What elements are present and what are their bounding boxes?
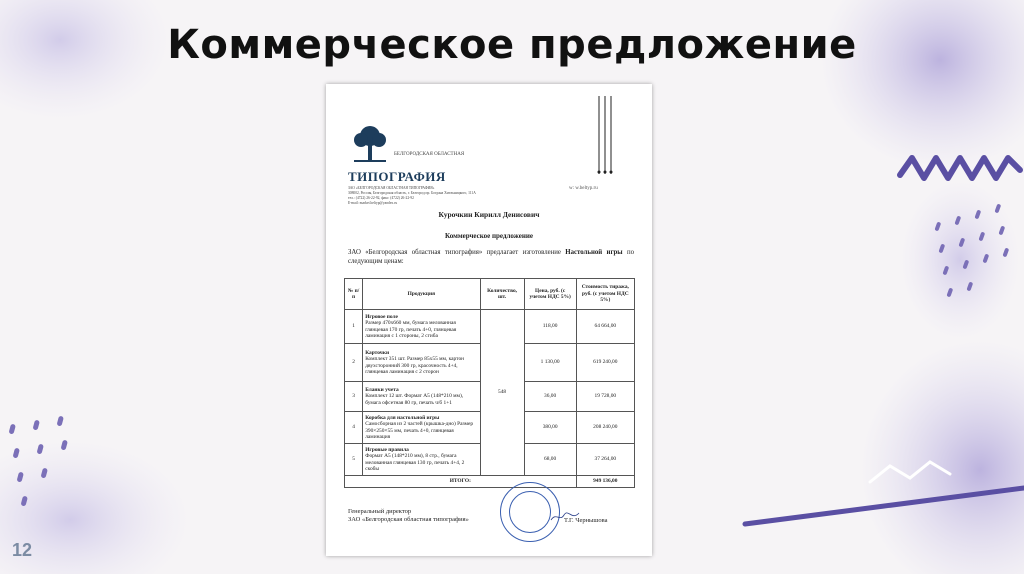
table-header-row xyxy=(345,279,635,310)
product-cell: Бланки учета Комплект 12 шт. Формат А5 (148*210 мм), бумага офсетная 80 гр, печать ч/б 1+1 xyxy=(363,382,480,412)
col-header-total: Стоимость тиража, руб. (с учетом НДС 5%) xyxy=(576,279,634,310)
total-cell: 37 264,00 xyxy=(576,444,634,476)
logo-name: ТИПОГРАФИЯ xyxy=(348,169,446,184)
price-table xyxy=(344,278,635,488)
logo-subtitle: БЕЛГОРОДСКАЯ ОБЛАСТНАЯ xyxy=(394,152,465,157)
price-cell: 1 130,00 xyxy=(524,344,576,382)
company-address xyxy=(348,186,538,206)
address-line: 308002, Россия, Белгородская область, г. Белгород пр. Богдана Хмельницкого, 111А xyxy=(348,191,476,195)
product-cell: Игровые правила Формат А5 (148*210 мм), 8 стр., бумага мелованная глянцевая 130 гр, печать 4+4, 2 скобы xyxy=(363,444,480,476)
row-number: 4 xyxy=(345,412,363,444)
table-row xyxy=(345,310,635,344)
price-cell: 380,00 xyxy=(524,412,576,444)
total-cell: 19 728,00 xyxy=(576,382,634,412)
signatory-name: Т.Г. Чернышова xyxy=(564,517,608,524)
signatory-role: Генеральный директор ЗАО «Белгородская областная типография» xyxy=(348,508,469,523)
total-cell: 208 240,00 xyxy=(576,412,634,444)
row-number: 2 xyxy=(345,344,363,382)
pens-illustration xyxy=(596,96,616,176)
price-cell: 36,00 xyxy=(524,382,576,412)
address-line: тел.: (4722) 26-22-92, факс: (4722) 26-22-92 xyxy=(348,196,414,200)
row-number: 1 xyxy=(345,310,363,344)
commercial-offer-document xyxy=(326,84,652,556)
total-cell: 64 664,00 xyxy=(576,310,634,344)
tree-icon xyxy=(348,124,392,164)
grand-total: 949 136,00 xyxy=(576,476,634,488)
total-label: ИТОГО: xyxy=(345,476,577,488)
total-row xyxy=(345,476,635,488)
col-header-quantity: Количество, шт. xyxy=(480,279,524,310)
product-cell: Карточки Комплект 351 шт. Размер 85х55 мм, картон двухсторонний 300 гр, красочность 4+4, глянцевая ламинация с 2 сторон xyxy=(363,344,480,382)
col-header-number: № п/п xyxy=(345,279,363,310)
product-cell: Игровое поле Размер 470х660 мм, бумага мелованная глянцевая 170 гр, печать 4+0, глянцевая ламинация с 1 стороны, 2 сгиба xyxy=(363,310,480,344)
row-number: 5 xyxy=(345,444,363,476)
price-cell: 68,00 xyxy=(524,444,576,476)
total-cell: 619 240,00 xyxy=(576,344,634,382)
col-header-product: Продукция xyxy=(363,279,480,310)
quantity-cell: 548 xyxy=(480,310,524,476)
typography-logo xyxy=(348,124,488,185)
intro-paragraph: ЗАО «Белгородская областная типография» предлагает изготовление Настольной игры по следующим ценам: xyxy=(348,249,634,265)
document-title: Коммерческое предложение xyxy=(445,232,533,240)
recipient-name: Курочкин Кирилл Денисович xyxy=(438,210,540,219)
col-header-price: Цена, руб. (с учетом НДС 5%) xyxy=(524,279,576,310)
address-line: ЗАО «БЕЛГОРОДСКАЯ ОБЛАСТНАЯ ТИПОГРАФИЯ» xyxy=(348,186,435,190)
address-line: E-mail: market.beltyp@yandex.ru xyxy=(348,201,398,205)
price-cell: 118,00 xyxy=(524,310,576,344)
slide-title: Коммерческое предложение xyxy=(167,22,857,68)
row-number: 3 xyxy=(345,382,363,412)
page-number: 12 xyxy=(12,540,33,560)
website: w: w.beltyp.ru xyxy=(569,186,598,191)
product-cell: Коробка для настольной игры Самосборная из 2 частей (крышка-дно) Размер 390×250×55 мм, печать 4+0, глянцевая ламинация xyxy=(363,412,480,444)
